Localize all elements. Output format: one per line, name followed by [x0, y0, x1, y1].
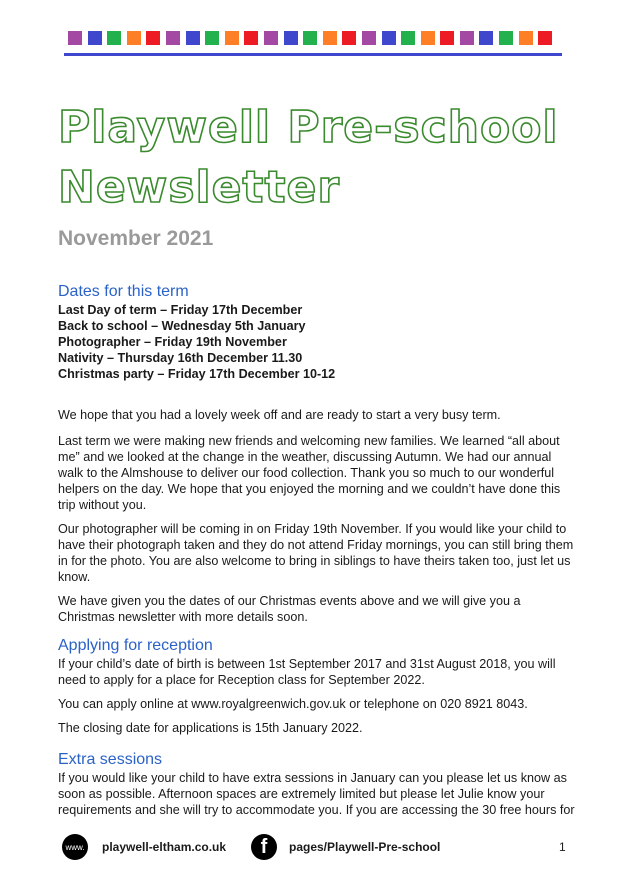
color-square [127, 31, 141, 45]
date-item: Back to school – Wednesday 5th January [58, 319, 306, 333]
color-square [479, 31, 493, 45]
color-square [342, 31, 356, 45]
header-rule [64, 53, 562, 56]
date-item: Christmas party – Friday 17th December 10-12 [58, 367, 336, 381]
decorative-squares [68, 31, 552, 45]
paragraph: If you would like your child to have extra sessions in January can you please let us know as soon as possible. Afternoon spaces are extremely limited but please let Julie know your requirements and she will try to accommodate you. If you are accessing the 30 free hours for [58, 771, 575, 817]
color-square [264, 31, 278, 45]
color-square [460, 31, 474, 45]
newsletter-title [58, 98, 559, 218]
color-square [303, 31, 317, 45]
color-square [225, 31, 239, 45]
date-item: Photographer – Friday 19th November [58, 335, 287, 349]
facebook-icon: f [251, 834, 277, 860]
web-icon: www. [62, 834, 88, 860]
color-square [166, 31, 180, 45]
paragraph: We hope that you had a lovely week off and are ready to start a very busy term. [58, 408, 501, 422]
color-square [499, 31, 513, 45]
paragraph: If your child’s date of birth is between 1st September 2017 and 31st August 2018, you will need to apply for a place for Reception class for September 2022. [58, 657, 556, 687]
color-square [107, 31, 121, 45]
color-square [323, 31, 337, 45]
facebook-link[interactable]: pages/Playwell-Pre-school [289, 840, 441, 854]
dates-section [58, 282, 578, 382]
color-square [205, 31, 219, 45]
date-item: Nativity – Thursday 16th December 11.30 [58, 351, 303, 365]
footer [62, 834, 572, 860]
title-line-2: Newsletter [58, 162, 341, 213]
color-square [421, 31, 435, 45]
color-square [440, 31, 454, 45]
paragraph: Last term we were making new friends and welcoming new families. We learned “all about me” and we looked at the change in the weather, discussing Autumn. We had our annual walk to the Almshouse to deliver our food collection. Thank you so much to our wonderful helpers on the day. We hope that you enjoyed the morning and we couldn’t have done this trip without you. [58, 434, 561, 512]
color-square [146, 31, 160, 45]
intro-section [58, 407, 578, 633]
color-square [362, 31, 376, 45]
color-square [186, 31, 200, 45]
reception-heading: Applying for reception [58, 637, 213, 654]
extra-heading: Extra sessions [58, 751, 163, 768]
color-square [88, 31, 102, 45]
dates-heading: Dates for this term [58, 283, 189, 300]
color-square [68, 31, 82, 45]
paragraph: The closing date for applications is 15th January 2022. [58, 721, 363, 735]
date-item: Last Day of term – Friday 17th December [58, 303, 303, 317]
paragraph: Our photographer will be coming in on Friday 19th November. If you would like your child to have their photograph taken and they do not attend Friday mornings, you can still bring them in for the photo. You are also welcome to bring in siblings to have theirs taken too, just let us know. [58, 522, 574, 584]
color-square [538, 31, 552, 45]
extra-sessions-section [58, 750, 578, 826]
page-number: 1 [559, 840, 566, 854]
newsletter-date: November 2021 [58, 227, 214, 250]
paragraph: You can apply online at www.royalgreenwich.gov.uk or telephone on 020 8921 8043. [58, 697, 528, 711]
color-square [401, 31, 415, 45]
paragraph: We have given you the dates of our Christmas events above and we will give you a Christmas newsletter with more details soon. [58, 594, 521, 624]
website-link[interactable]: playwell-eltham.co.uk [102, 840, 227, 854]
color-square [284, 31, 298, 45]
color-square [382, 31, 396, 45]
color-square [519, 31, 533, 45]
reception-section [58, 636, 578, 744]
title-line-1: Playwell Pre-school [58, 102, 559, 153]
color-square [244, 31, 258, 45]
